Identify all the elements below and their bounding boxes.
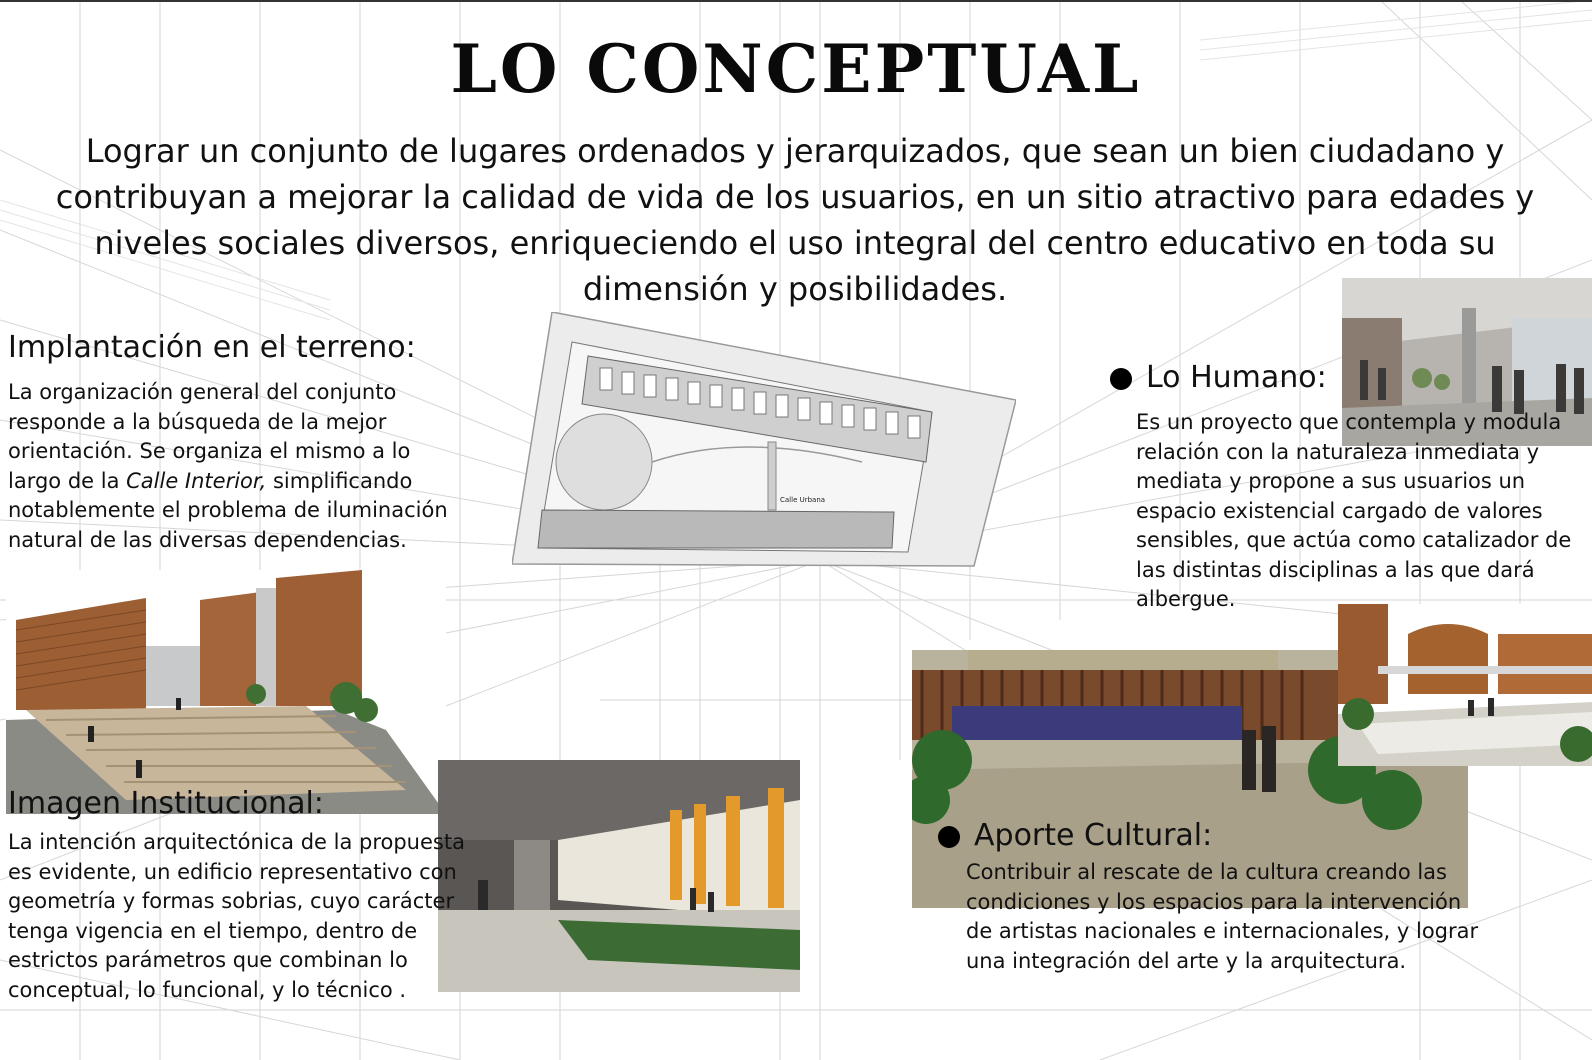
cultural-bullet-icon: [938, 826, 960, 848]
imagen-heading: Imagen Institucional:: [8, 786, 324, 821]
implantacion-body-italic: Calle Interior,: [126, 468, 267, 493]
cultural-heading: [938, 818, 1212, 853]
site-plan-image: [512, 312, 1016, 576]
imagen-body: La intención arquitectónica de la propuesta es evidente, un edificio representativo con geometría y formas sobrias, cuyo carácter tenga vigencia en el tiempo, dentro de estrictos parámetros que combinan lo conceptual, lo funcional, y lo técnico .: [8, 830, 465, 1002]
humano-body: Es un proyecto que contempla y modula relación con la naturaleza inmediata y mediata y propone a sus usuarios un espacio existencial cargado de valores sensibles, que actúa como catalizador de las distintas disciplinas a las que dará albergue.: [1136, 410, 1572, 611]
cultural-heading-text: Aporte Cultural:: [974, 818, 1213, 853]
campus-exterior-render: [1338, 604, 1592, 766]
intro-paragraph: Lograr un conjunto de lugares ordenados y jerarquizados, que sean un bien ciudadano y contribuyan a mejorar la calidad de vida de los usuarios, en un sitio atractivo para edades y niveles sociales diversos, enriqueciendo el uso integral del centro educativo en toda su dimensión y posibilidades.: [55, 132, 1535, 308]
implantacion-heading: Implantación en el terreno:: [8, 330, 416, 365]
page-title: LO CONCEPTUAL: [450, 30, 1142, 108]
implantacion-body-text-1: La organización general del conjunto responde a la búsqueda de la mejor orientación. Se organiza el mismo a lo largo de la: [8, 380, 411, 493]
institutional-building-render: [6, 570, 446, 814]
humano-heading-text: Lo Humano:: [1146, 360, 1327, 395]
interior-courtyard-render: [438, 760, 800, 992]
top-rule: [0, 0, 1592, 2]
humano-heading: [1110, 360, 1327, 395]
implantacion-body: [8, 378, 458, 555]
humano-bullet-icon: [1110, 368, 1132, 390]
implantacion-body-text-2: simplificando notablemente el problema de iluminación natural de las diversas dependencias.: [8, 468, 448, 552]
site-plan-street-label: Calle Urbana: [780, 496, 826, 504]
cultural-body: Contribuir al rescate de la cultura creando las condiciones y los espacios para la intervención de artistas nacionales e internacionales, y lograr una integración del arte y la arquitectura.: [966, 860, 1479, 973]
